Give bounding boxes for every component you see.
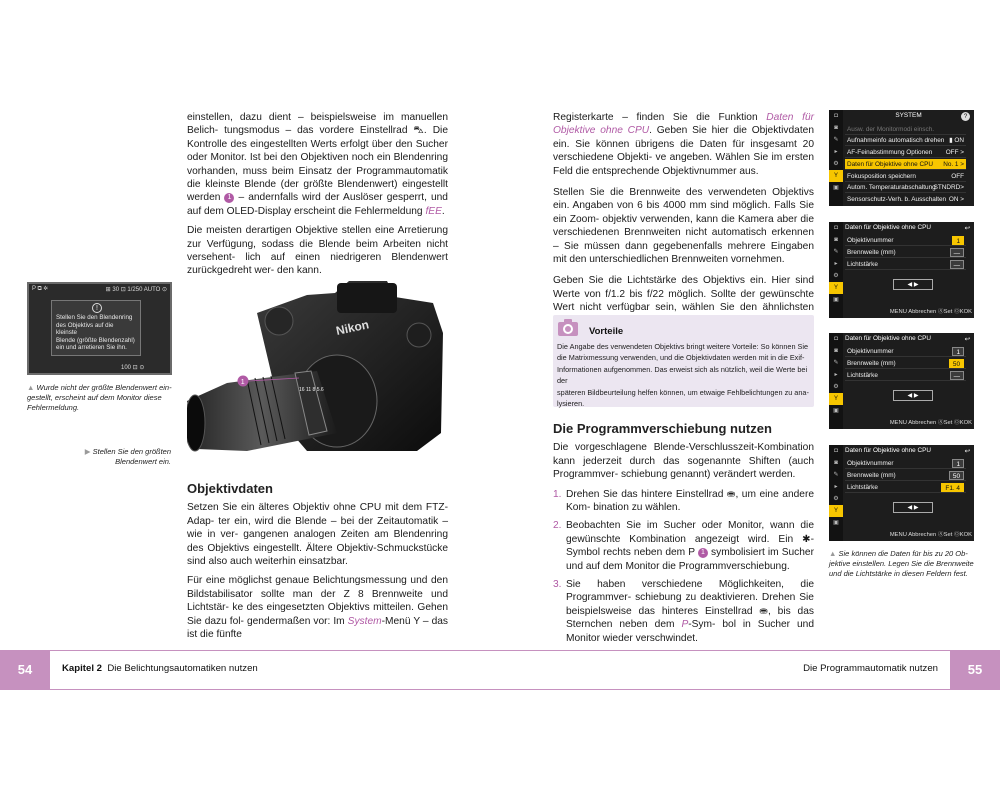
- lcd-top-right: ⊞ 30 ⊡ 1/250 AUTO ⊙: [105, 287, 167, 293]
- nikon-logo: Nikon: [334, 317, 371, 338]
- caption-line: Stellen Sie den größten: [92, 447, 171, 456]
- function-name: Daten für Objektive: [553, 112, 814, 137]
- menu-footer: MENU Abbrechen ⓈSet ⓄKOK: [889, 420, 972, 426]
- menu-footer: MENU Abbrechen ⓈSet ⓄKOK: [889, 309, 972, 315]
- play-tab-icon: ▸: [834, 149, 838, 155]
- command-dial: [407, 323, 431, 347]
- menu-row: Sensorschutz-Verh. b. Ausschalten ON >: [847, 196, 964, 203]
- paragraph: Die vorgeschlagene Blende-Verschlusszeit-Kombination kann jederzeit durch das sogenannte Shiften (auch Programmver- schiebung genannt) verändert werden.: [553, 442, 814, 481]
- list-item: 3. Sie haben verschiedene Möglichkeiten, die Programmver- schiebung zu deaktivieren. Drehen Sie beispielsweise das hinteres Einstellrad ⛂, bis das Sternchen neben dem P-Sym- bol in Sucher und Monitor wieder verschwindet.: [553, 579, 814, 644]
- back-icon: ↩: [964, 225, 970, 232]
- menu-title: SYSTEM ?: [845, 112, 972, 122]
- triangle-right-icon: ▶: [84, 447, 93, 456]
- menu-screen-lens-data-3: ◘ ◙ ✎ ▸ ⚙ Y ▣ Daten für Objektive ohne CPU ↩ Objektivnummer 1 Brennweite (mm) 50 Lichtstärke F1. 4 ◀ ▶ MENU Abbrechen ⓈSet ⓄKOK: [829, 445, 974, 541]
- arrow-selector: ◀ ▶: [893, 390, 933, 401]
- lcd-top-left: P ⧉ ✲: [32, 286, 48, 292]
- camera-icon: [557, 317, 579, 337]
- menu-row: Aufnahmeinfo automatisch drehen ▮ ON: [847, 137, 964, 144]
- right-text-column-bottom: [553, 422, 814, 650]
- marker-1-label: 1: [240, 378, 245, 386]
- caption-line: und die Lichtstärke in diesen Feldern fest.: [829, 569, 968, 578]
- help-icon: ?: [961, 112, 970, 121]
- menu-row: AF-Feinabstimmung Optionen OFF >: [847, 149, 964, 156]
- page-number-right: 55: [950, 650, 1000, 690]
- tip-text: Die Angabe des verwendeten Objektivs bringt weitere Vorteile: So können Sie die Matrixmessung verwenden, und die Objektivdaten werden mit in die Exif- Informationen aufgenommen. Das erweist sich als nützlich, weil die Werte bei der späteren Bildbeurteilung helfen können, um etwaige Fehlbelichtungen zu ana- lysieren.: [557, 342, 809, 409]
- camera-photo: [187, 273, 451, 473]
- arrow-selector: ◀ ▶: [893, 279, 933, 290]
- mode-p: P: [681, 619, 689, 631]
- lcd-message-line: Stellen Sie den Blendenring: [56, 314, 133, 321]
- menu-row: Lichtstärke F1. 4: [845, 482, 966, 493]
- paragraph: Für eine möglichst genaue Belichtungsmessung und den Bildstabilisator sollte man der Z 8 Brennweite und Lichtstär- ke des eingesetzten Objektivs mitteilen. Gehen Sie dazu fol- gendermaßen vor: Im System-Menü Y – das ist die fünfte: [187, 575, 448, 641]
- photo-caption: [60, 447, 171, 467]
- menu-screen-lens-data-1: ◘ ◙ ✎ ▸ ⚙ Y ▣ Daten für Objektive ohne CPU ↩ Objektivnummer 1 Brennweite (mm) — Lichtstärke — ◀ ▶ MENU Abbrechen ⓈSet ⓄKOK: [829, 222, 974, 318]
- menu-footer: MENU Abbrechen ⓈSet ⓄKOK: [889, 532, 972, 538]
- menu-title: Daten für Objektive ohne CPU ↩: [845, 447, 970, 455]
- menu-screen-system: [829, 110, 974, 206]
- lcd-top-bar: [29, 284, 170, 295]
- menu-row: Ausw. der Monitormodi einsch.: [845, 124, 966, 135]
- paragraph: einstellen, dazu dient – beispielsweise im manuellen Belich- tungsmodus – das vordere Einstellrad ⛍. Die Kontrolle des eingestellten Werts erfolgt über den Sucher oder Monitor. Ist bei den Objektiven noch ein Blendenring vorhanden, muss beim Einsatz der Programmautomatik die kleinste Blende (der größte Blendenwert) eingestellt werden 1 – andernfalls wird der Auslöser gesperrt, und auf dem OLED-Display erscheint die Fehlermeldung fEE.: [187, 112, 448, 217]
- setup-tab-icon: ⚙: [833, 161, 839, 167]
- triangle-up-icon: ▲: [829, 549, 839, 558]
- lcd-message-line: ein und arretieren Sie ihn.: [56, 344, 127, 352]
- back-icon: ↩: [964, 336, 970, 343]
- menu-row: Objektivnummer 1: [845, 458, 966, 469]
- paragraph: Registerkarte – finden Sie die Funktion Daten für Objektive ohne CPU. Geben Sie hier die Objektivdaten ein. Sie können übrigens die Daten für insgesamt 20 verschiedene Objekti- ve angeben. Wählen Sie im ersten Feld die entsprechende Objektivnummer aus.: [553, 112, 814, 177]
- caption-line: Sie können die Daten für bis zu 20 Ob-: [838, 549, 968, 558]
- lcd-message-line: des Objektivs auf die kleinste: [56, 321, 114, 337]
- section-footer: Die Programmautomatik nutzen: [803, 663, 938, 674]
- menu-row: Brennweite (mm) 50: [845, 358, 966, 369]
- caption-line: gestellt, erscheint auf dem Monitor diese: [27, 393, 162, 402]
- triangle-up-icon: ▲: [27, 383, 37, 392]
- right-text-column: [553, 111, 814, 334]
- lens-scale: 16 11 8 5.6: [299, 387, 324, 393]
- steps-list: [553, 488, 814, 645]
- video-tab-icon: ◙: [834, 125, 838, 131]
- back-icon: ↩: [964, 448, 970, 455]
- list-item: 1. Drehen Sie das hintere Einstellrad ⛂, um eine andere Kom- bination zu wählen.: [553, 488, 814, 514]
- left-text-column-bottom: [187, 482, 448, 647]
- front-element: [187, 395, 205, 451]
- left-text-column: [187, 111, 448, 284]
- chapter-footer: Kapitel 2 Die Belichtungsautomatiken nutzen: [62, 663, 258, 674]
- menu-row: Brennweite (mm) 50: [845, 470, 966, 481]
- paragraph: Geben Sie die Lichtstärke des Objektivs ein. Hier sind Werte von f/1.2 bis f/22 möglich. Sollte der gewünschte Wert nicht verfügbar sein, wählen Sie den ähnlichsten: [553, 275, 814, 314]
- marker-1-icon: 1: [224, 193, 234, 203]
- tip-title: Vorteile: [589, 326, 624, 337]
- menu-row: Lichtstärke —: [845, 259, 966, 270]
- exclamation-icon: !: [92, 303, 102, 313]
- menu-row: Autom. Temperaturabschaltung STNDRD>: [847, 184, 964, 191]
- caption-line: Wurde nicht der größte Blendenwert ein-: [36, 383, 172, 392]
- lcd-bottom-bar: 100 ⊡ ⊙: [121, 365, 145, 371]
- function-name: ohne CPU: [600, 125, 650, 137]
- menus-caption: [829, 549, 984, 579]
- retouch-tab-icon: ▣: [833, 185, 839, 191]
- menu-row: Objektivnummer 1: [845, 235, 966, 246]
- wrench-tab-icon: Y: [829, 170, 843, 182]
- menu-sidebar: [829, 110, 843, 206]
- error-screen-image: [27, 282, 172, 375]
- menu-title: Daten für Objektive ohne CPU ↩: [845, 224, 970, 232]
- section-heading: Objektivdaten: [187, 481, 273, 496]
- section-heading: Die Programmverschiebung nutzen: [553, 421, 772, 436]
- menu-row: Objektivnummer 1: [845, 346, 966, 357]
- menu-screen-lens-data-2: ◘ ◙ ✎ ▸ ⚙ Y ▣ Daten für Objektive ohne CPU ↩ Objektivnummer 1 Brennweite (mm) 50 Lichtstärke — ◀ ▶ MENU Abbrechen ⓈSet ⓄKOK: [829, 333, 974, 429]
- menu-name-system: System: [347, 615, 382, 627]
- error-code: fEE: [425, 205, 442, 217]
- marker-1-icon: 1: [698, 548, 708, 558]
- menu-row: Fokusposition speichern OFF: [847, 173, 964, 180]
- menu-title: Daten für Objektive ohne CPU ↩: [845, 335, 970, 343]
- camera-tab-icon: ◘: [834, 113, 838, 119]
- mode-dial: [265, 307, 293, 335]
- lcd-caption: [27, 383, 177, 413]
- tip-box: [553, 315, 814, 407]
- caption-line: jektive einstellen. Legen Sie die Brennweite: [829, 559, 974, 568]
- lcd-message-box: [51, 300, 141, 356]
- menu-row: Lichtstärke —: [845, 370, 966, 381]
- caption-line: Blendenwert ein.: [115, 457, 171, 466]
- paragraph: Setzen Sie ein älteres Objektiv ohne CPU mit dem FTZ-Adap- ter ein, wird die Blende – bei der Zeitautomatik – wie in ver- gangenen analogen Zeiten am Blendenring des Objektivs eingestellt. Ältere Objektiv-Schmuckstücke sind also auch weiterhin einsatzbar.: [187, 502, 449, 568]
- paragraph: Die meisten derartigen Objektive stellen eine Arretierung zur Verfügung, sodass die Blende beim Arbeiten nicht versehent- lich auf einen niedrigeren Blendenwert zurückgedreht wer- den kann.: [187, 225, 448, 277]
- caption-line: Fehlermeldung.: [27, 403, 80, 412]
- pencil-tab-icon: ✎: [833, 137, 839, 143]
- arrow-selector: ◀ ▶: [893, 502, 933, 513]
- list-item: 2. Beobachten Sie im Sucher oder Monitor, wann die gewünschte Kombination angezeigt wird. Ein ✱-Symbol rechts neben dem P 1 symbolisiert im Sucher und auf dem Monitor die Programmverschiebung.: [553, 520, 814, 572]
- camera-prism: [337, 283, 397, 313]
- paragraph: Stellen Sie die Brennweite des verwendeten Objektivs ein. Angaben von 6 bis 4000 mm sind möglich. Falls Sie ein Zoom- objektiv verwenden, kann die Kamera aber die verschiedenen Brennweiten nicht automatisch erkennen – Sie müssen dann gegebenenfalls mehrere Eingaben mit den unterschiedlichen Brennweiten vornehmen.: [553, 187, 814, 266]
- menu-row: Brennweite (mm) —: [845, 247, 966, 258]
- page-number-left: 54: [0, 650, 50, 690]
- lcd-message-line: Blende (größte Blendenzahl): [56, 336, 135, 344]
- menu-row-selected: Daten für Objektive ohne CPU No. 1 >: [847, 161, 964, 168]
